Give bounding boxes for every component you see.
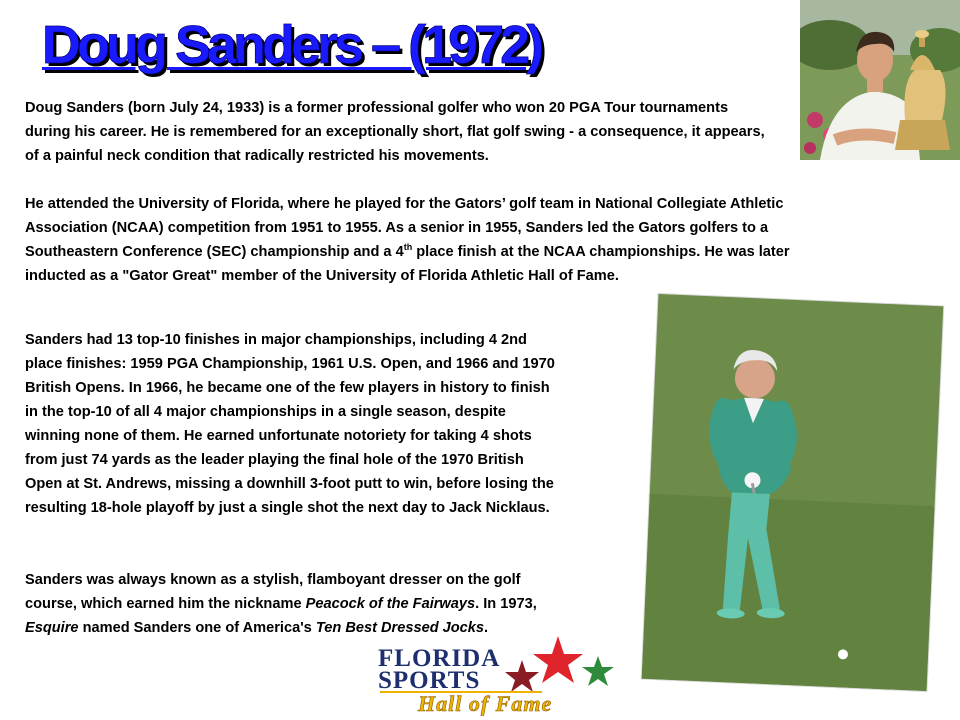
paragraph-majors: Sanders had 13 top-10 finishes in major championships, including 4 2nd place finishes: 1959 PGA Championship, 1961 U.S. Open, and 1966 and 1970 British Opens. In 1966, he became one of the few players in history to finish in the top-10 of all 4 major championships in a single season, despite winning none of them. He earned unfortunate notoriety for taking 4 shots from just 74 yards as the leader playing the final hole of the 1970 British Open at St. Andrews, missing a downhill 3-foot putt to win, before losing the resulting 18-hole playoff by just a single shot the next day to Jack Nicklaus. bbox=[25, 332, 555, 516]
nickname-italic: Peacock of the Fairways bbox=[305, 596, 476, 612]
award-title-italic: Ten Best Dressed Jocks bbox=[315, 620, 485, 636]
portrait-photo-with-trophy bbox=[800, 0, 960, 160]
logo-text-florida: FLORIDA bbox=[378, 645, 501, 672]
paragraph-college-text-2: place finish at the NCAA championships. He was later inducted as a "Gator Great" member of the University of Florida Athletic Hall of Fame. bbox=[25, 244, 790, 284]
paragraph-style-text-3: named Sanders one of America's bbox=[78, 620, 316, 636]
golfer-swing-photo bbox=[642, 294, 944, 691]
paragraph-style bbox=[25, 568, 555, 640]
paragraph-style-text-2: . In 1973, bbox=[475, 596, 537, 612]
page-title: Doug Sanders – (1972) bbox=[42, 15, 541, 75]
logo-text-sports: SPORTS bbox=[378, 667, 481, 694]
paragraph-college bbox=[25, 192, 810, 288]
magazine-name-italic: Esquire bbox=[25, 620, 79, 636]
ordinal-superscript: th bbox=[403, 242, 413, 252]
paragraph-intro: Doug Sanders (born July 24, 1933) is a former professional golfer who won 20 PGA Tour tournaments during his career. He is remembered for an exceptionally short, flat golf swing - a consequence, it appears, of a painful neck condition that radically restricted his movements. bbox=[25, 100, 765, 164]
paragraph-college-text-1: He attended the University of Florida, where he played for the Gators’ golf team in National Collegiate Athletic Association (NCAA) competition from 1951 to 1955. As a senior in 1955, Sanders led the Gators golfers to a Southeastern Conference (SEC) championship and a 4 bbox=[25, 196, 784, 260]
logo-text-hall-of-fame: Hall of Fame bbox=[418, 691, 553, 716]
paragraph-style-text-4: . bbox=[484, 620, 489, 636]
florida-sports-hall-of-fame-logo bbox=[372, 636, 622, 720]
paragraph-style-text-1: Sanders was always known as a stylish, flamboyant dresser on the golf course, which earned him the nickname bbox=[25, 572, 521, 612]
